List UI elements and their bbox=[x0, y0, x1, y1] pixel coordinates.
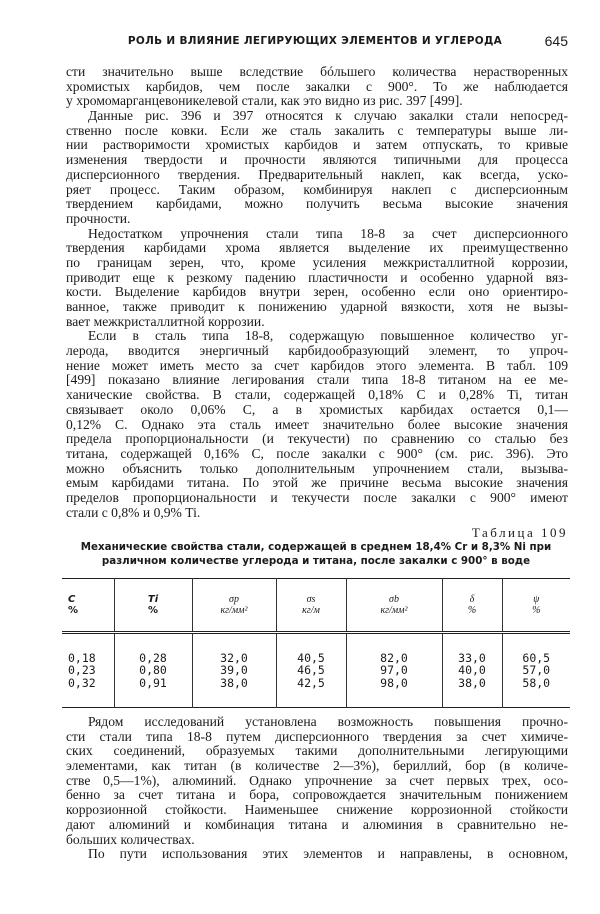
table-value: 0,91 bbox=[139, 675, 167, 690]
text-line: 0,12% C. Однако эта сталь имеет значительно более высокие значения bbox=[66, 417, 568, 432]
text-line: твердения карбидами хрома является выделение их преимущественно bbox=[66, 241, 568, 256]
text-line: [499] показано влияние легирования стали типа 18-8 титаном на ее ме- bbox=[66, 373, 568, 388]
column-unit: % bbox=[147, 605, 159, 616]
table-value: 38,0 bbox=[220, 675, 248, 690]
text-line: стве 0,5—1%), алюминий. Однако упрочнение за счет первых трех, осо- bbox=[66, 773, 568, 788]
text-line: ственно после ковки. Если же сталь закалить с температуры выше ли- bbox=[66, 123, 568, 138]
text-line: бенно за счет титана и бора, сопровождается значительным понижением bbox=[66, 788, 568, 803]
column-symbol: δ bbox=[469, 594, 475, 605]
text-line: лерода, вводится энергичный карбидообразующий элемент, то упроч- bbox=[66, 344, 568, 359]
table-cell-column bbox=[502, 633, 570, 708]
table-value: 46,5 bbox=[297, 663, 325, 678]
text-line: По пути использования этих элементов и направлены, в основном, bbox=[88, 847, 568, 862]
table-value: 98,0 bbox=[380, 675, 408, 690]
column-header bbox=[114, 579, 192, 633]
text-line: приводит еще к резкому падению пластичности и особенно ударной вяз- bbox=[66, 270, 568, 285]
column-symbol: σp bbox=[229, 594, 239, 605]
body-text-top bbox=[66, 65, 568, 520]
table-cell-column bbox=[442, 633, 502, 708]
text-line: Данные рис. 396 и 397 относятся к случаю закалки стали непосред- bbox=[88, 109, 568, 124]
paragraph bbox=[66, 65, 568, 109]
text-line: хромистых карбидов, чем после закалки с 900°. То же наблюдается bbox=[66, 79, 568, 94]
text-line: емым карбидами титана. По этой же причине весьма высокие значения bbox=[66, 476, 568, 491]
table-value: 40,5 bbox=[297, 650, 325, 665]
text-line: связывает около 0,06% C, а в хромистых карбидах остается 0,1— bbox=[66, 402, 568, 417]
column-unit: кг/м bbox=[302, 605, 320, 616]
table-value: 0,28 bbox=[139, 650, 167, 665]
column-header bbox=[192, 579, 276, 633]
table-value: 32,0 bbox=[220, 650, 248, 665]
column-unit: кг/мм² bbox=[380, 605, 408, 616]
text-line: предела пропорциональности (и текучести) по сравнению со сталью без bbox=[66, 432, 568, 447]
column-symbol: ψ bbox=[533, 594, 540, 605]
text-line: ских соединений, образуемых такими дополнительными легирующими bbox=[66, 744, 568, 759]
text-line: твердением карбидами, можно получить весьма высокие значения bbox=[66, 197, 568, 212]
text-line: стали с 0,8% и 0,9% Ti. bbox=[66, 505, 201, 520]
text-line: ванное, также приводит к понижению ударной вязкости, хотя не вызы- bbox=[66, 300, 568, 314]
table-value: 42,5 bbox=[297, 675, 325, 690]
column-unit: % bbox=[532, 605, 541, 616]
text-line: ханические свойства. В стали, содержащей 0,18% C и 0,28% Ti, титан bbox=[66, 388, 568, 403]
text-line: изменения твердости и прочности являются типичными для процесса bbox=[66, 153, 568, 168]
text-line: ряет процесс. Таким образом, комбинируя наклеп с дисперсионным bbox=[66, 182, 568, 197]
paragraph bbox=[66, 109, 568, 227]
table-cell-column bbox=[62, 633, 114, 708]
table-cell-column bbox=[114, 633, 192, 708]
body-text-bottom bbox=[66, 715, 568, 862]
text-line: титана, содержащей 0,16% C, после закалки с 900° (см. рис. 396). Это bbox=[66, 446, 568, 461]
paragraph bbox=[66, 227, 568, 330]
table-value: 0,23 bbox=[68, 663, 96, 678]
running-header bbox=[62, 33, 568, 49]
column-header bbox=[62, 579, 114, 633]
table-cell-column bbox=[276, 633, 346, 708]
text-line: можно объяснить только дополнительным упрочнением стали, вызыва- bbox=[66, 461, 568, 476]
text-line: Рядом исследований установлена возможность повышения прочно- bbox=[88, 715, 568, 729]
text-line: больших количествах. bbox=[66, 832, 195, 847]
column-header bbox=[276, 579, 346, 633]
column-header bbox=[346, 579, 442, 633]
column-unit: % bbox=[467, 605, 477, 616]
text-line: по границам зерен, что, кроме усиления межкристаллитной коррозии, bbox=[66, 255, 568, 270]
table-value: 97,0 bbox=[380, 663, 408, 678]
text-line: дают алюминий и комбинация титана и алюминия в сравнительно не- bbox=[66, 817, 568, 832]
table-value: 0,18 bbox=[68, 650, 96, 665]
text-line: прочности. bbox=[66, 211, 131, 226]
table-value: 58,0 bbox=[522, 675, 551, 690]
table-value: 40,0 bbox=[458, 663, 486, 678]
table-cell-column bbox=[346, 633, 442, 708]
text-line: коррозионной стойкости. Наименьшее снижение коррозионной стойкости bbox=[66, 803, 568, 818]
text-line: у хромомарганцевоникелевой стали, как это видно из рис. 397 [499]. bbox=[66, 94, 463, 109]
running-title: РОЛЬ И ВЛИЯНИЕ ЛЕГИРУЮЩИХ ЭЛЕМЕНТОВ И УГЛЕРОДА bbox=[127, 35, 503, 47]
text-line: вает межкристаллитной коррозии. bbox=[66, 314, 265, 329]
column-symbol: σb bbox=[389, 594, 399, 605]
column-header bbox=[442, 579, 502, 633]
column-unit: % bbox=[68, 605, 79, 616]
table-value: 39,0 bbox=[220, 663, 248, 678]
text-line: нии растворимости хромистых карбидов и затем отпускать, то кривые bbox=[66, 138, 568, 153]
text-line: нение может иметь место за счет карбидов этого элемента. В табл. 109 bbox=[66, 358, 568, 373]
column-symbol: σs bbox=[306, 594, 316, 605]
column-symbol: C bbox=[68, 594, 76, 605]
column-symbol: Ti bbox=[147, 594, 159, 605]
text-line: сти стали типа 18-8 путем дисперсионного твердения за счет химиче- bbox=[66, 729, 568, 744]
table-cell-column bbox=[192, 633, 276, 708]
text-line: элементами, как титан (в количестве 2—3%), бериллий, бор (в количе- bbox=[66, 759, 568, 774]
column-header bbox=[502, 579, 570, 633]
table-header-row bbox=[62, 579, 570, 633]
table-row bbox=[62, 633, 570, 708]
table-value: 0,80 bbox=[139, 663, 167, 678]
paragraph bbox=[66, 847, 568, 862]
text-line: кости. Выделение карбидов внутри зерен, особенно если оно ориентиро- bbox=[66, 285, 568, 300]
text-line: Недостатком упрочнения стали типа 18-8 за счет дисперсионного bbox=[88, 226, 568, 241]
column-unit: кг/мм² bbox=[220, 605, 248, 616]
table-number: Таблица 109 bbox=[471, 525, 568, 540]
table-value: 33,0 bbox=[458, 650, 486, 665]
text-line: Если в сталь типа 18-8, содержащую повышенное количество уг- bbox=[88, 329, 568, 344]
table-value: 38,0 bbox=[458, 675, 486, 690]
text-line: дисперсионного твердения. Предварительный наклеп, как всегда, уско- bbox=[66, 167, 568, 182]
table-value: 60,5 bbox=[522, 650, 551, 665]
page-number: 645 bbox=[544, 33, 568, 49]
table-value: 0,32 bbox=[68, 675, 96, 690]
paragraph bbox=[66, 329, 568, 520]
text-line: сти значительно выше вследствие бóльшего количества нерастворенных bbox=[66, 65, 568, 79]
text-line: пределов пропорциональности и текучести после закалки с 900° имеют bbox=[66, 490, 568, 505]
paragraph bbox=[66, 715, 568, 847]
table-caption: Механические свойства стали, содержащей в среднем 18,4% Cr и 8,3% Ni при различном количестве углерода и титана, после закалки с 900° в воде bbox=[80, 541, 552, 567]
table-value: 57,0 bbox=[522, 663, 551, 678]
table-value: 82,0 bbox=[380, 650, 408, 665]
properties-table bbox=[62, 578, 570, 708]
